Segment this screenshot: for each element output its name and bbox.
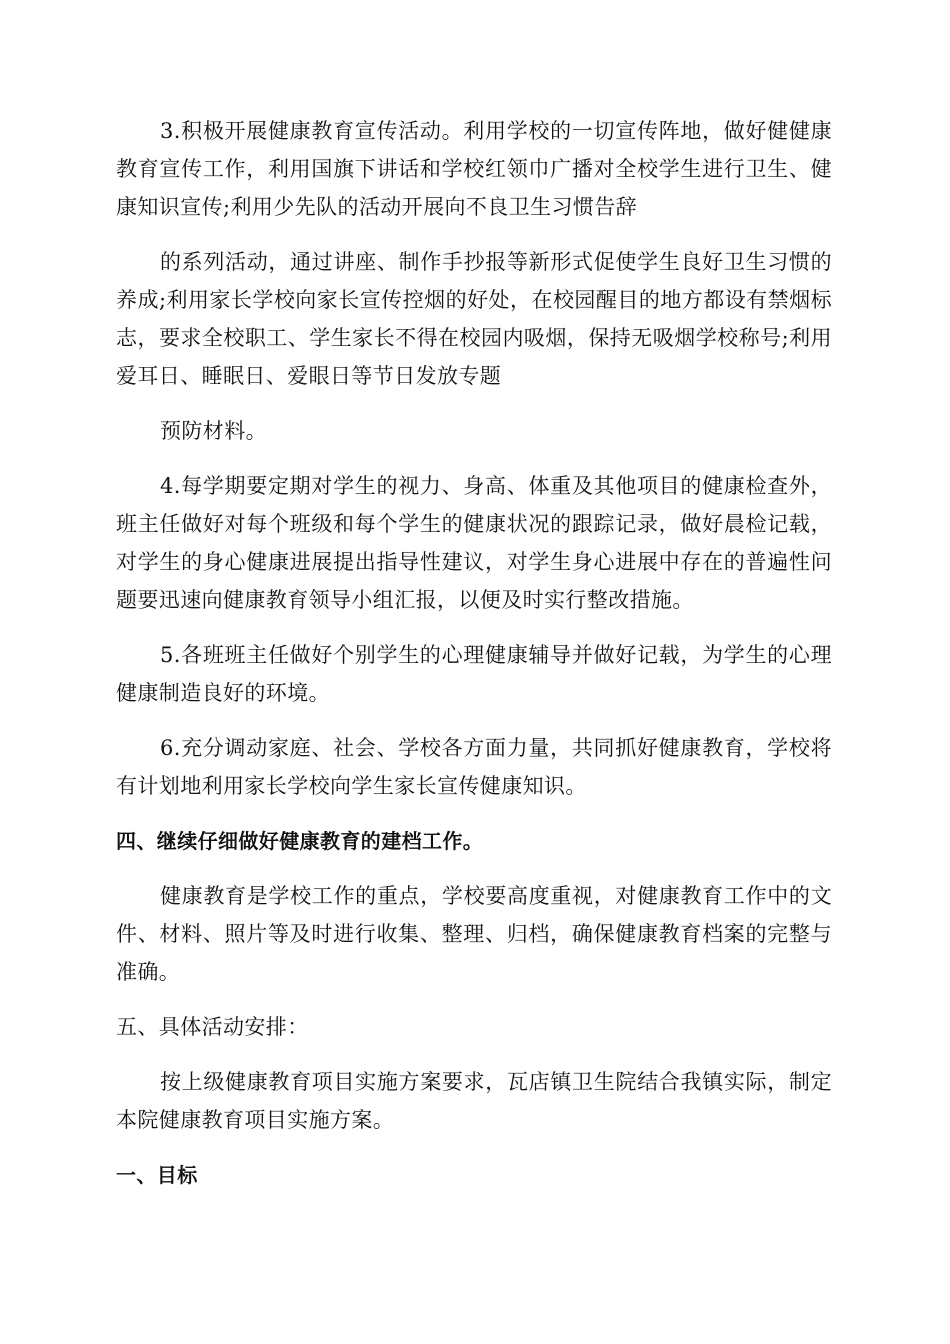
paragraph-continuation: 的系列活动，通过讲座、制作手抄报等新形式促使学生良好卫生习惯的养成;利用家长学校向家长宣传控烟的好处，在校园醒目的地方都设有禁烟标志，要求全校职工、学生家长不得在校园内吸烟，保持无吸烟学校称号;利用爱耳日、睡眠日、爱眼日等节日发放专题 [116, 250, 832, 388]
paragraph-item-5: 5.各班班主任做好个别学生的心理健康辅导并做好记载，为学生的心理健康制造良好的环境。 [116, 643, 832, 705]
paragraph-activities: 按上级健康教育项目实施方案要求，瓦店镇卫生院结合我镇实际，制定本院健康教育项目实施方案。 [116, 1070, 832, 1132]
document-body [116, 112, 832, 1211]
section-heading-goals: 一、目标 [116, 1163, 198, 1187]
paragraph-archiving: 健康教育是学校工作的重点，学校要高度重视，对健康教育工作中的文件、材料、照片等及时进行收集、整理、归档，确保健康教育档案的完整与准确。 [116, 884, 832, 984]
paragraph-continuation-end: 预防材料。 [160, 419, 267, 443]
paragraph-item-4: 4.每学期要定期对学生的视力、身高、体重及其他项目的健康检查外，班主任做好对每个班级和每个学生的健康状况的跟踪记录，做好晨检记载，对学生的身心健康进展提出指导性建议，对学生身心进展中存在的普遍性问题要迅速向健康教育领导小组汇报，以便及时实行整改措施。 [116, 474, 832, 612]
section-heading-activities: 五、具体活动安排： [116, 1015, 309, 1039]
paragraph-item-6: 6.充分调动家庭、社会、学校各方面力量，共同抓好健康教育，学校将有计划地利用家长学校向学生家长宣传健康知识。 [116, 736, 832, 798]
paragraph-item-3: 3.积极开展健康教育宣传活动。利用学校的一切宣传阵地，做好健健康教育宣传工作，利用国旗下讲话和学校红领巾广播对全校学生进行卫生、健康知识宣传;利用少先队的活动开展向不良卫生习惯告辞 [116, 119, 832, 219]
section-heading-archiving: 四、继续仔细做好健康教育的建档工作。 [116, 829, 484, 853]
